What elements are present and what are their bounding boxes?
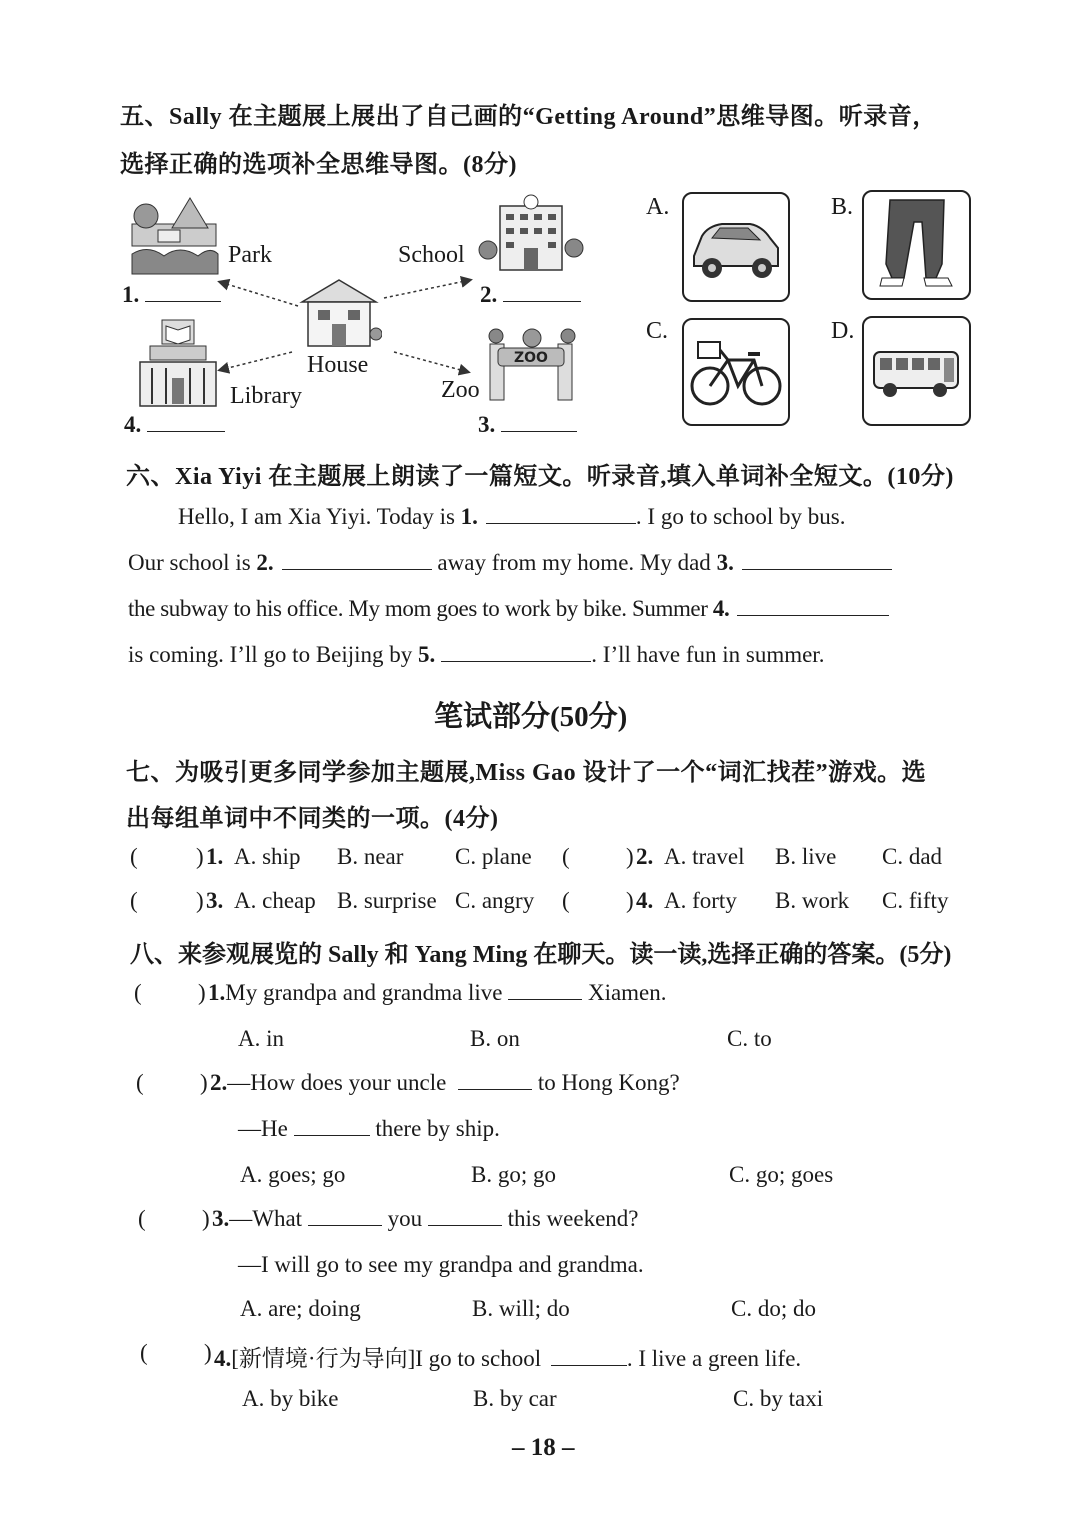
written-part-title: 笔试部分(50分) [434,701,628,733]
passage-line-1: Hello, I am Xia Yiyi. Today is 1. . I go to school by bus. [178,504,846,529]
car-icon [684,194,788,300]
question-stem: 4.[新情境·行为导向]I go to school . I live a green life. [214,1346,802,1371]
passage-blank-2[interactable] [282,568,432,570]
node-house: House [307,352,369,378]
question-reply: —He there by ship. [238,1116,500,1141]
house-icon [296,278,382,348]
legs-walking-icon [864,192,969,298]
passage-line-3: the subway to his office. My mom goes to work by bike. Summer 4. [128,596,889,622]
node-library: Library [230,383,302,409]
school-icon [478,192,584,276]
option-c: C. fifty [882,888,949,913]
stem-blank-1[interactable] [308,1224,382,1226]
passage-line-2: Our school is 2. away from my home. My dad 3. [128,550,892,576]
question-number: 4. [636,888,654,913]
option-c: C. by taxi [733,1386,824,1411]
answer-paren[interactable]: ( [140,1340,148,1365]
passage-line-4: is coming. I’ll go to Beijing by 5. . I’ll have fun in summer. [128,642,825,667]
question-stem: 1.My grandpa and grandma live Xiamen. [208,980,667,1005]
section6-title: 六、Xia Yiyi 在主题展上朗读了一篇短文。听录音,填入单词补全短文。(10分) [126,464,954,490]
option-a: A. by bike [242,1386,339,1411]
answer-paren-open[interactable]: ( [562,844,570,869]
option-b: B. go; go [471,1162,556,1187]
stem-blank-2[interactable] [428,1224,502,1226]
passage-blank-4[interactable] [737,614,889,616]
option-c: C. angry [455,888,535,913]
answer-paren-close: ) [626,888,634,913]
paren-close: ) [200,1070,208,1095]
passage-blank-3[interactable] [742,568,892,570]
option-b: B. live [775,844,837,869]
node-park: Park [228,242,272,268]
question-reply: —I will go to see my grandpa and grandma. [238,1252,644,1277]
bike-icon [684,320,788,424]
node-school: School [398,242,465,268]
option-a: A. ship [234,844,301,869]
option-c: C. do; do [731,1296,816,1321]
question-number: 3. [206,888,224,913]
option-b: B. by car [473,1386,557,1411]
option-d-letter: D. [831,318,855,344]
option-a-letter: A. [646,194,670,220]
option-a: A. travel [664,844,745,869]
answer-paren[interactable]: ( [136,1070,144,1095]
answer-paren-open[interactable]: ( [562,888,570,913]
option-d-card[interactable] [862,316,971,426]
option-b: B. near [337,844,404,869]
question-stem: 3.—What you this weekend? [212,1206,639,1231]
answer-paren-close: ) [626,844,634,869]
option-c-letter: C. [646,318,669,344]
option-c: C. to [727,1026,772,1051]
zoo-icon [484,326,580,402]
option-c: C. go; goes [729,1162,834,1187]
question-stem: 2.—How does your uncle to Hong Kong? [210,1070,680,1095]
answer-paren-open[interactable]: ( [130,888,138,913]
section7-title-line2: 出每组单词中不同类的一项。(4分) [126,806,499,832]
question-number: 2. [636,844,654,869]
option-c: C. dad [882,844,943,869]
stem-blank[interactable] [508,998,582,1000]
question-number: 1. [206,844,224,869]
stem-blank[interactable] [551,1364,627,1366]
node-zoo: Zoo [441,377,480,403]
section5-title-line2: 选择正确的选项补全思维导图。(8分) [120,152,517,178]
option-b-card[interactable] [862,190,971,300]
section7-title-line1: 七、为吸引更多同学参加主题展,Miss Gao 设计了一个“词汇找茬”游戏。选 [126,760,927,786]
stem-blank[interactable] [458,1088,532,1090]
option-b: B. surprise [337,888,437,913]
map-blank-3[interactable]: 3. [478,412,577,438]
option-a: A. forty [664,888,737,913]
passage-blank-1[interactable] [486,522,636,524]
paren-close: ) [198,980,206,1005]
option-b: B. on [470,1026,520,1051]
reply-blank[interactable] [294,1134,370,1136]
option-b-letter: B. [831,194,854,220]
bus-icon [864,318,969,424]
section8-title: 八、来参观展览的 Sally 和 Yang Ming 在聊天。读一读,选择正确的答案。(5分) [130,942,952,968]
option-c: C. plane [455,844,532,869]
answer-paren[interactable]: ( [134,980,142,1005]
option-a: A. goes; go [240,1162,346,1187]
passage-blank-5[interactable] [441,660,591,662]
section5-title-line1: 五、Sally 在主题展上展出了自己画的“Getting Around”思维导图。听录音， [120,104,937,130]
option-a-card[interactable] [682,192,790,302]
map-blank-4[interactable]: 4. [124,412,225,438]
option-b: B. work [775,888,850,913]
option-a: A. in [238,1026,284,1051]
map-blank-1[interactable]: 1. [122,282,221,308]
park-icon [128,194,220,278]
page-number: – 18 – [512,1434,575,1461]
option-a: A. cheap [234,888,316,913]
answer-paren-open[interactable]: ( [130,844,138,869]
svg-text:ZOO: ZOO [514,350,548,366]
answer-paren-close: ) [196,844,204,869]
paren-close: ) [204,1340,212,1365]
map-blank-2[interactable]: 2. [480,282,581,308]
option-a: A. are; doing [240,1296,361,1321]
answer-paren[interactable]: ( [138,1206,146,1231]
answer-paren-close: ) [196,888,204,913]
context-tag: [新情境·行为导向] [231,1346,416,1371]
paren-close: ) [202,1206,210,1231]
option-c-card[interactable] [682,318,790,426]
library-icon [136,318,220,408]
option-b: B. will; do [472,1296,570,1321]
